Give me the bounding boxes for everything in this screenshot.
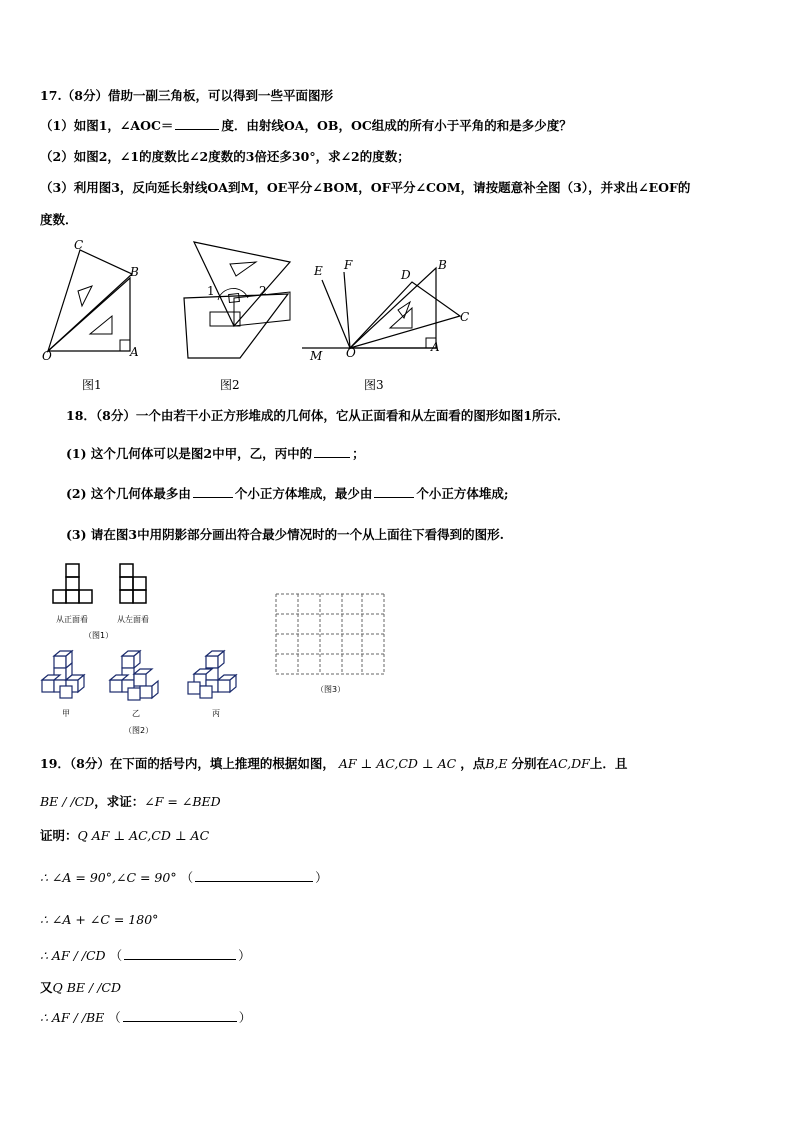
q17-part3: （3）利用图3，反向延长射线OA到M，OE平分∠BOM，OF平分∠COM，请按题意补全图（3），并求出∠EOF的 xyxy=(40,180,691,195)
label-bing: 丙 xyxy=(212,709,220,718)
fig1-label-O: O xyxy=(42,349,52,363)
q19-title-b: AF ⊥ AC,CD ⊥ AC xyxy=(338,756,457,771)
q18-front-view xyxy=(50,562,96,606)
fig1-label-B: B xyxy=(130,265,139,279)
q19-l6: ∴ AF / /CD xyxy=(40,948,106,963)
fig3-label-B: B xyxy=(438,258,447,272)
answer-blank[interactable] xyxy=(175,118,219,130)
fig2-caption: 图2 xyxy=(220,378,240,392)
q18-fig1-caption: （图1） xyxy=(84,631,114,640)
front-view-label: 从正面看 xyxy=(56,615,88,624)
fig2-angle-2: 2 xyxy=(259,284,267,298)
q19-l4: ∴ ∠A = 90°,∠C = 90° xyxy=(40,870,177,885)
q19-l2b: ，求证： xyxy=(94,794,145,809)
q19-line6: ∴ AF / /CD （ ） xyxy=(40,948,251,963)
q19-line7 xyxy=(40,978,121,996)
q18-answer-grid[interactable] xyxy=(274,592,386,678)
q18-solid-jia xyxy=(38,650,90,702)
fig3-label-F: F xyxy=(344,258,353,272)
q17-part1-b: 度．由射线OA，OB，OC组成的所有小于平角的和是多少度？ xyxy=(221,118,572,133)
q18-fig2-caption: （图2） xyxy=(124,726,154,735)
q18-part2 xyxy=(66,484,509,502)
q19-line3 xyxy=(40,826,209,844)
answer-blank[interactable] xyxy=(314,446,350,458)
fig3-label-M: M xyxy=(310,349,323,363)
q19-title-g: 上．且 xyxy=(589,756,628,771)
q19-line4: ∴ ∠A = 90°,∠C = 90° （ ） xyxy=(40,870,328,885)
fig3-caption: 图3 xyxy=(364,378,384,392)
fig1-caption: 图1 xyxy=(82,378,102,392)
q19-line2 xyxy=(40,792,221,810)
q18-part1-text: (1) 这个几何体可以是图2中甲，乙，丙中的 xyxy=(66,446,313,461)
fig3-label-O: O xyxy=(346,346,356,360)
fig1-label-C: C xyxy=(74,238,84,252)
q18-title: 18．（8分）一个由若干小正方形堆成的几何体，它从正面看和从左面看的图形如图1所示． xyxy=(66,408,570,423)
q18-left-view xyxy=(117,562,151,606)
answer-blank[interactable] xyxy=(193,486,233,498)
q18-part3: (3) 请在图3中用阴影部分画出符合最少情况时的一个从上面往下看得到的图形. xyxy=(66,527,504,542)
fig3-label-A: A xyxy=(431,340,440,354)
q18-part2-a: (2) 这个几何体最多由 xyxy=(66,486,191,501)
q19-title-d: B,E xyxy=(485,756,508,771)
q19-title-a: 19．（8分）在下面的括号内，填上推理的根据如图， xyxy=(40,756,335,771)
fig3-label-D: D xyxy=(401,268,411,282)
q17-figure-3 xyxy=(300,256,470,366)
reason-blank[interactable] xyxy=(123,1010,237,1022)
q19-l8: ∴ AF / /BE xyxy=(40,1010,105,1025)
q19-l7a: 又 xyxy=(40,980,53,995)
left-view-label: 从左面看 xyxy=(117,615,149,624)
fig2-angle-1: 1 xyxy=(207,284,215,298)
q19-title-f: AC,DF xyxy=(549,756,590,771)
q19-l5: ∴ ∠A + ∠C = 180° xyxy=(40,912,159,927)
q17-part2: （2）如图2，∠1的度数比∠2度数的3倍还多30°，求∠2的度数； xyxy=(40,149,410,164)
q17-figure-2 xyxy=(184,238,304,368)
q19-l3: Q AF ⊥ AC,CD ⊥ AC xyxy=(77,828,210,843)
q18-part2-c: 个小正方体堆成; xyxy=(416,486,509,501)
reason-blank[interactable] xyxy=(195,870,313,882)
q18-fig3-caption: （图3） xyxy=(316,685,346,694)
q18-solid-yi xyxy=(106,650,162,702)
q18-part1-end: ； xyxy=(352,446,365,461)
label-yi: 乙 xyxy=(132,709,140,718)
fig3-label-E: E xyxy=(314,264,323,278)
q19-proof-label: 证明： xyxy=(40,828,78,843)
fig1-label-A: A xyxy=(130,345,139,359)
q17-part3-end: 度数． xyxy=(40,212,78,227)
q19-l7b: Q BE / /CD xyxy=(52,980,122,995)
q19-title xyxy=(40,754,627,772)
q18-part2-b: 个小正方体堆成，最少由 xyxy=(234,486,373,501)
q17-part1 xyxy=(40,116,572,134)
q18-part1 xyxy=(66,444,365,462)
q19-title-c: ，点 xyxy=(460,756,486,771)
answer-blank[interactable] xyxy=(374,486,414,498)
q18-solid-bing xyxy=(184,650,240,702)
label-jia: 甲 xyxy=(62,709,70,718)
q19-line8: ∴ AF / /BE （ ） xyxy=(40,1010,252,1025)
q19-title-e: 分别在 xyxy=(511,756,550,771)
q17-title: 17.（8分）借助一副三角板，可以得到一些平面图形 xyxy=(40,88,333,103)
q17-part1-a: （1）如图1，∠AOC＝ xyxy=(40,118,174,133)
q19-l2a: BE / /CD xyxy=(40,794,95,809)
reason-blank[interactable] xyxy=(124,948,236,960)
q19-l2c: ∠F = ∠BED xyxy=(144,794,221,809)
q19-line5 xyxy=(40,912,158,927)
fig3-label-C: C xyxy=(460,310,470,324)
